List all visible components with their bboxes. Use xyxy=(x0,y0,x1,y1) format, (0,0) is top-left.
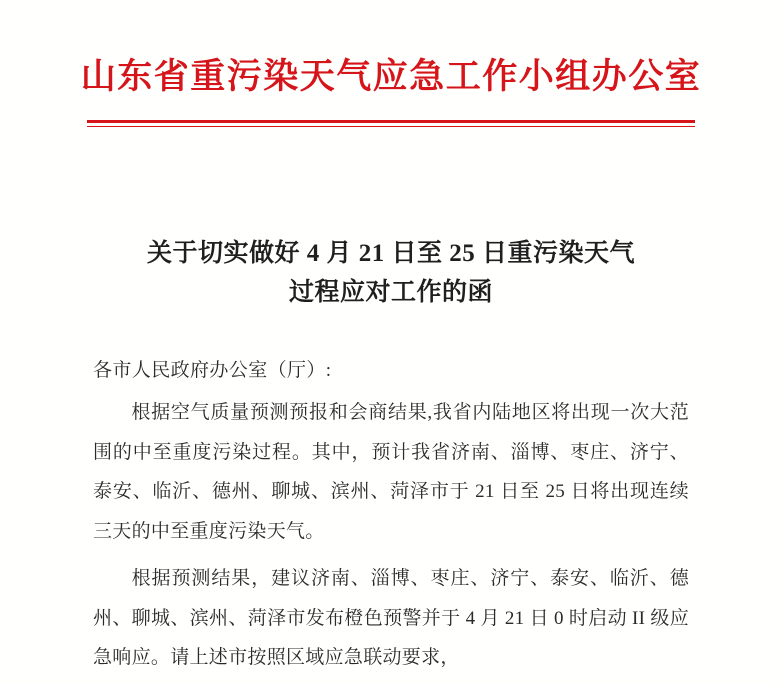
body-paragraph xyxy=(93,393,689,551)
divider-thin-line xyxy=(87,126,695,127)
paragraph-text: 根据预测结果，建议济南、淄博、枣庄、济宁、泰安、临沂、德州、聊城、滨州、菏泽市发布橙色预警并于 4 月 21 日 0 时启动 II 级应急响应。请上述市按照区域应急联动要求， xyxy=(93,568,689,669)
page-title-line-2: 过程应对工作的函 xyxy=(288,278,493,306)
document-body xyxy=(93,357,689,678)
letterhead-organization: 山东省重污染天气应急工作小组办公室 xyxy=(80,57,702,96)
body-paragraph xyxy=(93,559,689,678)
letterhead xyxy=(0,0,782,127)
paragraph-text: 根据空气质量预测预报和会商结果,我省内陆地区将出现一次大范围的中至重度污染过程。其中，预计我省济南、淄博、枣庄、济宁、泰安、临沂、德州、聊城、滨州、菏泽市于 21 日至 25 日将出现连续三天的中至重度污染天气。 xyxy=(93,402,689,542)
page-title-line-1: 关于切实做好 4 月 21 日至 25 日重污染天气 xyxy=(146,240,635,267)
page-title xyxy=(99,235,683,313)
page-bottom-edge xyxy=(0,684,782,688)
letterhead-divider xyxy=(87,120,695,127)
salutation: 各市人民政府办公室（厅）: xyxy=(93,359,332,381)
